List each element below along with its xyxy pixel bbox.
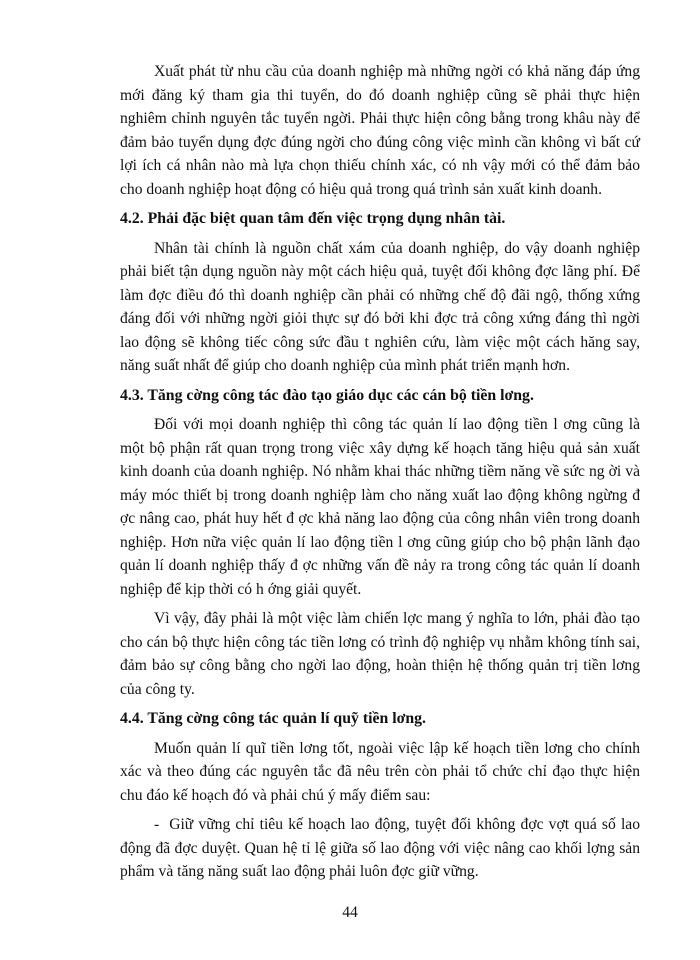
bullet-text: Giữ vững chỉ tiêu kế hoạch lao động, tuyệt đối không đợc vợt quá số lao động đã đợc duyệt. Quan hệ tỉ lệ giữa số lao động với việc nâng cao khối lợng sản phẩm và tăng năng suất lao động phải luôn đợc giữ vững. xyxy=(120,816,640,880)
page-content xyxy=(120,60,640,890)
paragraph-labor-management: Đối với mọi doanh nghiệp thì công tác quản lí lao động tiền l ơng cũng là một bộ phận rất quan trọng trong việc xây dựng kế hoạch tăng hiệu quả sản xuất kinh doanh của doanh nghiệp. Nó nhằm khai thác những tiềm năng về sức ng ời và máy móc thiết bị trong doanh nghiệp làm cho năng xuất lao động không ngừng đ ợc nâng cao, phát huy hết đ ợc khả năng lao động của công nhân viên trong doanh nghiệp. Hơn nữa việc quản lí lao động tiền l ơng cũng giúp cho bộ phận lãnh đạo quản lí doanh nghiệp thấy đ ợc những vấn đề nảy ra trong công tác quản lí doanh nghiệp để kịp thời có h ớng giải quyết. xyxy=(120,416,640,598)
heading-4-2: 4.2. Phải đặc biệt quan tâm đến việc trọng dụng nhân tài. xyxy=(120,210,506,227)
heading-4-4: 4.4. Tăng cờng công tác quản lí quỹ tiền lơng. xyxy=(120,710,426,727)
paragraph-recruitment: Xuất phát từ nhu cầu của doanh nghiệp mà những ngời có khả năng đáp ứng mới đăng ký tham gia thi tuyển, do đó doanh nghiệp cũng sẽ phải thực hiện nghiêm chỉnh nguyên tắc tuyển ngời. Phải thực hiện công bằng trong khâu này để đảm bảo tuyển dụng đợc đúng ngời cho đúng công việc mình cần không vì bất cứ lợi ích cá nhân nào mà lựa chọn thiếu chính xác, có nh vậy mới có thể đảm bảo cho doanh nghiệp hoạt động có hiệu quả trong quá trình sản xuất kinh doanh. xyxy=(120,63,640,198)
heading-4-3: 4.3. Tăng cờng công tác đào tạo giáo dục các cán bộ tiền lơng. xyxy=(120,386,534,404)
paragraph-training: Vì vậy, đây phải là một việc làm chiến lợc mang ý nghĩa to lớn, phải đào tạo cho cán bộ thực hiện công tác tiền lơng có trình độ nghiệp vụ nhằm không tính sai, đảm bảo sự công bằng cho ngời lao động, hoàn thiện hệ thống quản trị tiền lơng của công ty. xyxy=(120,610,640,698)
bullet-mark: - xyxy=(154,816,160,833)
bullet-item xyxy=(120,813,640,884)
paragraph-talent: Nhân tài chính là nguồn chất xám của doanh nghiệp, do vậy doanh nghiệp phải biết tận dụng nguồn này một cách hiệu quả, tuyệt đối không đợc lãng phí. Để làm đợc điều đó thì doanh nghiệp cần phải có những chế độ đãi ngộ, thống xứng đáng đối với những ngời giỏi thực sự đó bởi khi đợc trả công xứng đáng thì ngời lao động sẽ không tiếc công sức đầu t nghiên cứu, làm việc một cách hăng say, năng suất nhất để giúp cho doanh nghiệp của mình phát triển mạnh hơn. xyxy=(120,239,640,374)
paragraph-wage-fund: Muốn quản lí quĩ tiền lơng tốt, ngoài việc lập kế hoạch tiền lơng cho chính xác và theo đúng các nguyên tắc đã nêu trên còn phải tổ chức chỉ đạo thực hiện chu đáo kế hoạch đó và phải chú ý mấy điểm sau: xyxy=(120,739,640,804)
page-number: 44 xyxy=(342,904,358,921)
